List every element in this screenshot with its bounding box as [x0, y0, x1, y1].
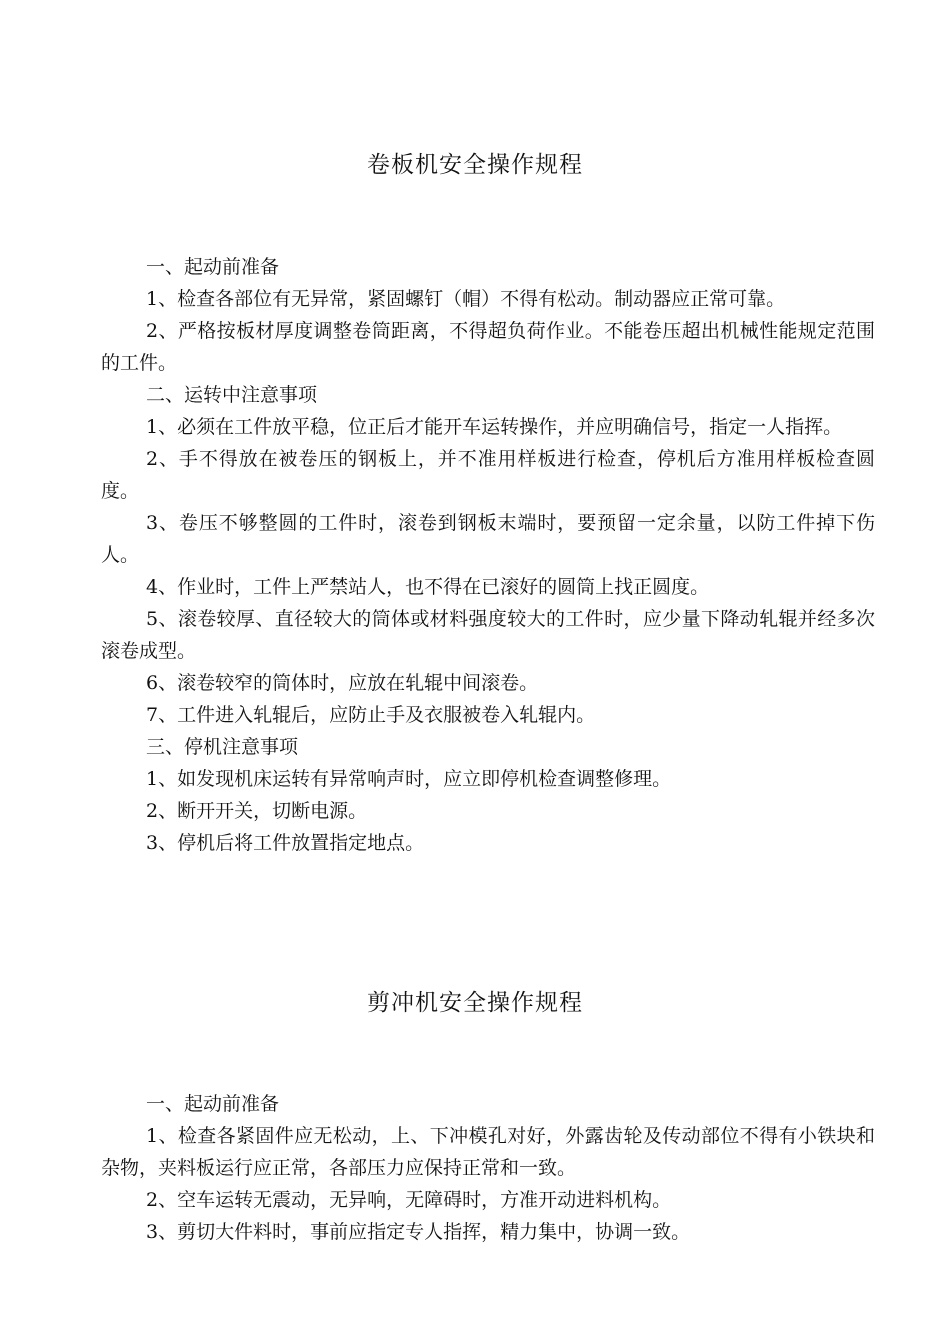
document-title-shearing-machine: 剪冲机安全操作规程: [367, 990, 583, 1016]
paragraph: 1、如发现机床运转有异常响声时，应立即停机检查调整修理。: [146, 768, 672, 790]
shearing-machine-rules-body: [101, 1088, 875, 1248]
rolling-machine-rules-body: [101, 251, 875, 859]
paragraph: 3、剪切大件料时，事前应指定专人指挥，精力集中，协调一致。: [146, 1221, 691, 1243]
paragraph: 1、检查各部位有无异常，紧固螺钉（帽）不得有松动。制动器应正常可靠。: [146, 288, 786, 310]
paragraph: 3、停机后将工件放置指定地点。: [146, 832, 425, 854]
heading-operation-notes: 二、运转中注意事项: [146, 384, 318, 406]
document-title-rolling-machine: 卷板机安全操作规程: [367, 152, 583, 178]
heading-shutdown-notes: 三、停机注意事项: [146, 736, 299, 758]
paragraph: 4、作业时，工件上严禁站人，也不得在已滚好的圆筒上找正圆度。: [146, 576, 710, 598]
paragraph: 2、严格按板材厚度调整卷筒距离，不得超负荷作业。不能卷压超出机械性能规定范围的工件。: [101, 320, 875, 374]
paragraph: 1、检查各紧固件应无松动，上、下冲模孔对好，外露齿轮及传动部位不得有小铁块和杂物，夹料板运行应正常，各部压力应保持正常和一致。: [101, 1125, 875, 1179]
paragraph: 3、卷压不够整圆的工件时，滚卷到钢板末端时，要预留一定余量，以防工件掉下伤人。: [101, 512, 875, 566]
paragraph: 2、手不得放在被卷压的钢板上，并不准用样板进行检查，停机后方准用样板检查圆度。: [101, 448, 875, 502]
paragraph: 6、滚卷较窄的筒体时，应放在轧辊中间滚卷。: [146, 672, 539, 694]
heading-startup-prep: 一、起动前准备: [146, 1093, 280, 1115]
paragraph: 2、断开开关，切断电源。: [146, 800, 368, 822]
paragraph: 7、工件进入轧辊后，应防止手及衣服被卷入轧辊内。: [146, 704, 596, 726]
paragraph: 1、必须在工件放平稳，位正后才能开车运转操作，并应明确信号，指定一人指挥。: [146, 416, 843, 438]
paragraph: 5、滚卷较厚、直径较大的筒体或材料强度较大的工件时，应少量下降动轧辊并经多次滚卷成型。: [101, 608, 875, 662]
paragraph: 2、空车运转无震动，无异响，无障碍时，方准开动进料机构。: [146, 1189, 672, 1211]
heading-startup-prep: 一、起动前准备: [146, 256, 280, 278]
